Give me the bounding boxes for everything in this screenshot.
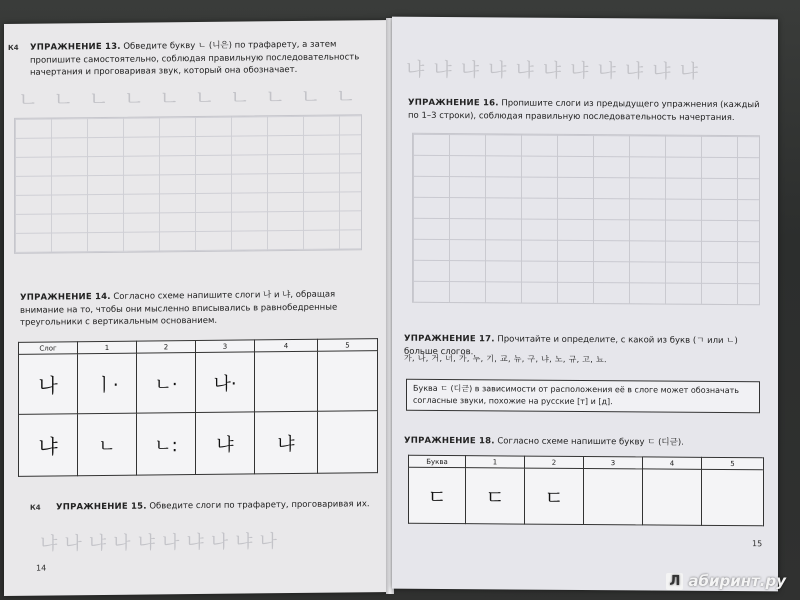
trace-letter: ㄴ [123, 86, 146, 111]
exercise-18-text: Согласно схеме напишите букву ㄷ (디귿). [497, 436, 684, 448]
labirint-logo-icon: Л [666, 573, 683, 590]
table-header: Буква [409, 455, 466, 467]
table-header: 3 [196, 340, 255, 353]
exercise-13-trace-row [18, 80, 357, 114]
trace-syllable: 냐 [570, 59, 590, 83]
trace-syllable: 냐 [515, 59, 535, 82]
trace-syllable: 냐 [186, 531, 205, 554]
trace-syllable: 냐 [40, 533, 59, 555]
exercise-14-title [20, 288, 380, 329]
trace-syllable: 냐 [235, 531, 254, 553]
table-header: 4 [255, 339, 318, 352]
exercise-13-marker: К4 [8, 43, 19, 52]
trace-syllable: 냐 [652, 60, 672, 83]
exercise-15-title [56, 498, 376, 514]
table-row [409, 467, 764, 525]
trace-letter: ㄴ [194, 85, 216, 111]
exercise-18-title [404, 435, 770, 450]
page-number-left: 14 [36, 563, 47, 573]
exercise-13-title [30, 38, 378, 79]
exercise-16-text: Пропишите слоги из предыдущего упражнения (каждый по 1–3 строки), соблюдая правильную последовательность начертания. [408, 98, 760, 123]
exercise-18-label: УПРАЖНЕНИЕ 18. [404, 435, 495, 447]
trace-syllable: 냐 [460, 59, 481, 82]
table-cell [584, 468, 643, 524]
trace-letter: ㄴ [335, 84, 357, 109]
exercise-14-table [18, 338, 378, 477]
trace-syllable: 나 [113, 532, 132, 554]
trace-letter: ㄴ [229, 85, 252, 110]
table-cell: 냐 [19, 414, 78, 477]
trace-letter: ㄴ [53, 87, 75, 112]
table-row [19, 351, 378, 415]
exercise-15-trace-row [40, 527, 278, 555]
table-cell: 나· [196, 352, 255, 413]
exercise-13-label: УПРАЖНЕНИЕ 13. [30, 41, 121, 53]
trace-syllable: 냐 [624, 60, 645, 83]
table-header: 5 [318, 339, 378, 352]
trace-syllable: 나 [161, 532, 181, 554]
table-cell: ㄴ: [137, 413, 196, 476]
trace-syllable: 냐 [542, 59, 563, 82]
trace-syllable: 나 [64, 533, 83, 555]
table-cell [255, 351, 318, 412]
table-cell [318, 351, 378, 412]
labirint-watermark [666, 572, 786, 590]
table-cell: ㄷ [466, 468, 525, 524]
exercise-14-label: УПРАЖНЕНИЕ 14. [20, 291, 111, 303]
trace-syllable: 냐 [488, 59, 508, 82]
table-cell: ㄴ [78, 413, 137, 476]
exercise-17-label: УПРАЖНЕНИЕ 17. [404, 333, 495, 345]
table-cell [318, 411, 378, 474]
page-number-right: 15 [752, 539, 763, 549]
trace-letter: ㄴ [159, 86, 181, 111]
exercise-16-writing-grid [412, 133, 760, 305]
exercise-15-label: УПРАЖНЕНИЕ 15. [56, 501, 147, 513]
table-cell: 나 [19, 354, 78, 415]
exercise-15-text: Обведите слоги по трафарету, проговаривая их. [149, 499, 370, 512]
trace-syllable: 냐 [137, 532, 156, 554]
exercise-17-text: Прочитайте и определите, с какой из букв (ㄱ или ㄴ) больше слогов. [404, 334, 738, 357]
left-page [4, 20, 390, 596]
trace-syllable: 냐 [433, 58, 453, 82]
table-cell: ㄷ [525, 468, 584, 524]
watermark-text: абиринт.ру [688, 572, 786, 590]
trace-syllable: 냐 [406, 58, 426, 81]
table-header: 5 [702, 457, 764, 469]
table-header: 1 [78, 341, 137, 354]
table-header: 1 [466, 456, 525, 468]
trace-syllable: 냐 [679, 60, 699, 83]
table-cell [702, 469, 764, 525]
exercise-15-marker: К4 [30, 503, 41, 512]
table-cell: ㄴ· [137, 353, 196, 414]
exercise-16-title [408, 97, 768, 125]
trace-letter: ㄴ [265, 85, 287, 110]
table-header: 2 [525, 456, 584, 468]
trace-syllable: 나 [259, 531, 278, 553]
table-header: Слог [19, 342, 78, 355]
trace-syllable: 냐 [597, 60, 617, 83]
table-cell [643, 469, 702, 525]
table-row [19, 411, 378, 477]
trace-syllable: 냐 [88, 532, 108, 555]
exercise-13-text: Обведите букву ㄴ (니은) по трафарету, а затем пропишите самостоятельно, соблюдая правильную последовательность начертания и проговаривая звук, который она обозначает. [30, 39, 360, 78]
right-page [392, 17, 778, 592]
table-cell: 냐 [196, 412, 255, 475]
exercise-13-writing-grid [14, 114, 362, 254]
trace-letter: ㄴ [88, 86, 110, 112]
exercise-17-syllables: 가, 나, 거, 너, 가, 누, 기, 교, 뉴, 구, 냐, 노, 규, 고, 뇨. [404, 353, 607, 365]
trace-letter: ㄴ [18, 87, 40, 112]
table-cell: ㅣ· [78, 353, 137, 414]
exercise-14-text: Согласно схеме напишите слоги 나 и 냐, обращая внимание на то, чтобы они мысленно вписывались в равнобедренные треугольники с вертикальным основанием. [20, 289, 338, 328]
exercise-16-label: УПРАЖНЕНИЕ 16. [408, 97, 499, 109]
exercise-18-table [408, 455, 764, 526]
trace-syllable: 나 [210, 531, 230, 553]
table-header: 3 [584, 456, 643, 468]
table-header: 4 [643, 457, 702, 469]
letter-d-note-box: Буква ㄷ (디귿) в зависимости от расположения её в слоге может обозначать согласные звуки, похожие на русские [т] и [д]. [406, 379, 760, 413]
exercise-15-continued-trace-row [406, 55, 699, 84]
table-header: 2 [137, 341, 196, 354]
table-cell: 냐 [255, 411, 318, 474]
table-cell: ㄷ [409, 467, 466, 523]
trace-letter: ㄴ [300, 84, 322, 109]
